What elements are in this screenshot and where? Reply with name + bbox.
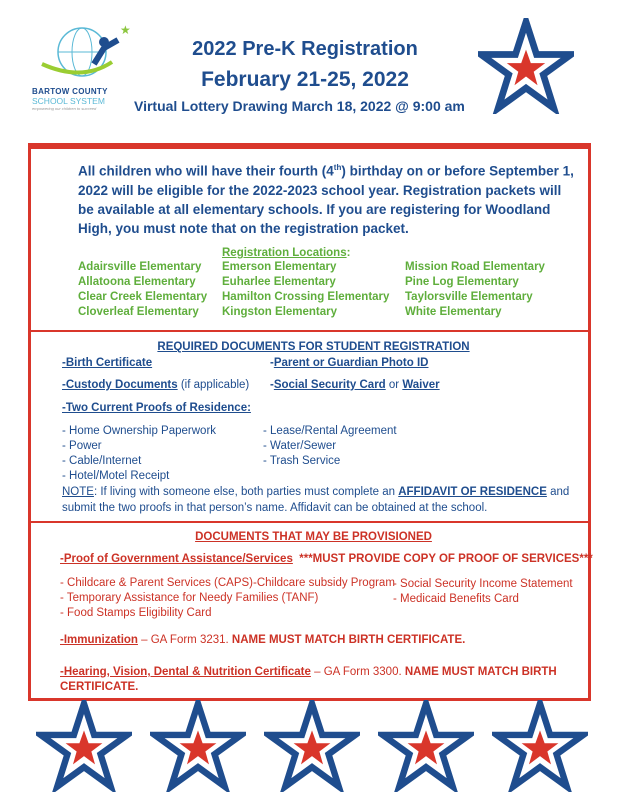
proof-item: - Trash Service <box>263 455 341 467</box>
locations-col3 <box>405 260 545 320</box>
proof-item: - Lease/Rental Agreement <box>263 425 397 437</box>
proofs-heading: -Two Current Proofs of Residence: <box>62 402 251 414</box>
proof-item: - Power <box>62 440 102 452</box>
logo-line2: SCHOOL SYSTEM <box>32 96 105 106</box>
page-title: 2022 Pre-K Registration <box>192 38 418 60</box>
proofs-left <box>62 424 216 484</box>
school-name: White Elementary <box>405 306 502 318</box>
star-icon <box>36 700 132 792</box>
assistance-item: - Childcare & Parent Services (CAPS)-Childcare subsidy Program <box>60 577 395 589</box>
school-logo <box>32 22 132 122</box>
divider <box>31 521 588 523</box>
proof-item: - Water/Sewer <box>263 440 337 452</box>
required-heading: REQUIRED DOCUMENTS FOR STUDENT REGISTRATION <box>157 341 470 353</box>
star-icon <box>264 700 360 792</box>
proof-item: - Cable/Internet <box>62 455 142 467</box>
assistance-item: - Medicaid Benefits Card <box>393 593 519 605</box>
locations-heading: Registration Locations: <box>222 247 351 259</box>
registration-dates: February 21-25, 2022 <box>201 68 409 91</box>
school-name: Adairsville Elementary <box>78 261 202 273</box>
star-icon <box>378 700 474 792</box>
lottery-date: Virtual Lottery Drawing March 18, 2022 @ 9:00 am <box>134 98 465 114</box>
assistance-item: - Temporary Assistance for Needy Families (TANF) <box>60 592 319 604</box>
provisioned-heading: DOCUMENTS THAT MAY BE PROVISIONED <box>195 531 432 543</box>
school-name: Clear Creek Elementary <box>78 291 208 303</box>
school-name: Kingston Elementary <box>222 306 338 318</box>
school-name: Emerson Elementary <box>222 261 337 273</box>
divider <box>31 330 588 332</box>
proofs-right <box>263 424 397 469</box>
school-name: Allatoona Elementary <box>78 276 196 288</box>
star-icon <box>492 700 588 792</box>
affidavit-note: NOTE: If living with someone else, both parties must complete an AFFIDAVIT OF RESIDENCE and submit the two proofs in that person’s name. Affidavit can be obtained at the school. <box>62 486 570 514</box>
assistance-item: - Social Security Income Statement <box>393 578 573 590</box>
school-name: Hamilton Crossing Elementary <box>222 291 390 303</box>
logo-line1: BARTOW COUNTY <box>32 87 108 96</box>
locations-col1 <box>78 260 207 320</box>
school-name: Cloverleaf Elementary <box>78 306 199 318</box>
assistance-left <box>60 576 395 621</box>
assistance-right <box>393 577 573 607</box>
globe-logo-icon <box>32 22 132 82</box>
gov-assistance: -Proof of Government Assistance/Services ***MUST PROVIDE COPY OF PROOF OF SERVICES*** <box>60 553 593 565</box>
star-icon <box>150 700 246 792</box>
star-icon <box>478 18 574 114</box>
birth-certificate: -Birth Certificate <box>62 357 153 369</box>
school-name: Euharlee Elementary <box>222 276 336 288</box>
eligibility-text: All children who will have their fourth (4th) birthday on or before September 1, 2022 will be eligible for the 2022-2023 school year. Registration packets will be available at all elementary schools. If you are registering for Woodland High, you must note that on the registration packet. <box>78 163 574 236</box>
proof-item: - Hotel/Motel Receipt <box>62 470 170 482</box>
assistance-item: - Food Stamps Eligibility Card <box>60 607 212 619</box>
hearing-vision: -Hearing, Vision, Dental & Nutrition Certificate – GA Form 3300. NAME MUST MATCH BIRTH CERTIFICATE. <box>60 666 557 693</box>
school-name: Pine Log Elementary <box>405 276 519 288</box>
locations-col2 <box>222 260 389 320</box>
custody-documents: -Custody Documents (if applicable) <box>62 379 250 391</box>
proof-item: - Home Ownership Paperwork <box>62 425 217 437</box>
svg-text:★: ★ <box>120 23 131 37</box>
social-security: -Social Security Card or Waiver <box>270 379 440 391</box>
school-name: Mission Road Elementary <box>405 261 545 273</box>
logo-tagline: empowering our children to succeed <box>32 106 97 111</box>
school-name: Taylorsville Elementary <box>405 291 533 303</box>
immunization: -Immunization – GA Form 3231. NAME MUST MATCH BIRTH CERTIFICATE. <box>60 634 466 646</box>
parent-id: -Parent or Guardian Photo ID <box>270 357 429 369</box>
